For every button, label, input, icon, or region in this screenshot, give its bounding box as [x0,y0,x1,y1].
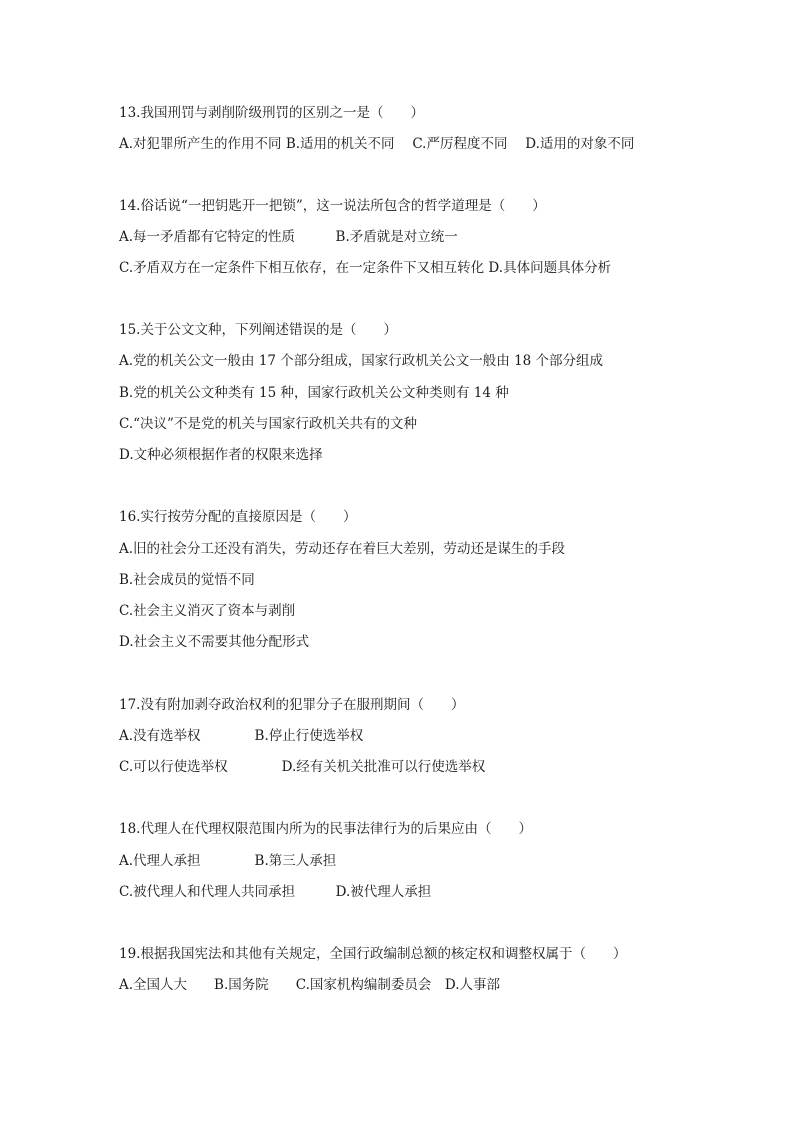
question-17-options-line-2: C.可以行使选举权 D.经有关机关批准可以行使选举权 [119,759,486,775]
question-15-option-d: D.文种必须根据作者的权限来选择 [119,447,323,463]
question-18-stem: 18.代理人在代理权限范围内所为的民事法律行为的后果应由（ ） [119,821,532,837]
question-17-stem: 17.没有附加剥夺政治权利的犯罪分子在服刑期间（ ） [119,697,465,713]
question-13-stem: 13.我国刑罚与剥削阶级刑罚的区别之一是（ ） [119,105,424,121]
question-15-option-a: A.党的机关公文一般由 17 个部分组成，国家行政机关公文一般由 18 个部分组成 [119,353,604,369]
question-19-stem: 19.根据我国宪法和其他有关规定，全国行政编制总额的核定权和调整权属于（ ） [119,946,627,962]
question-18-options-line-1: A.代理人承担 B.第三人承担 [119,853,337,869]
question-15-option-c: C.“决议”不是党的机关与国家行政机关共有的文种 [119,416,417,432]
question-15-option-b: B.党的机关公文种类有 15 种，国家行政机关公文种类则有 14 种 [119,385,509,401]
question-16-option-d: D.社会主义不需要其他分配形式 [119,634,310,650]
question-16-option-c: C.社会主义消灭了资本与剥削 [119,603,296,619]
question-15-stem: 15.关于公文文种，下列阐述错误的是（ ） [119,322,397,338]
question-16-stem: 16.实行按劳分配的直接原因是（ ） [119,509,357,525]
question-17-options-line-1: A.没有选举权 B.停止行使选举权 [119,728,364,744]
question-13-options: A.对犯罪所产生的作用不同 B.适用的机关不同 C.严厉程度不同 D.适用的对象不同 [119,136,635,152]
question-14-options-line-1: A.每一矛盾都有它特定的性质 B.矛盾就是对立统一 [119,229,458,245]
question-14-stem: 14.俗话说“一把钥匙开一把锁”，这一说法所包含的哲学道理是（ ） [119,198,546,214]
question-19-options: A.全国人大 B.国务院 C.国家机构编制委员会 D.人事部 [119,977,501,993]
question-18-options-line-2: C.被代理人和代理人共同承担 D.被代理人承担 [119,884,432,900]
question-16-option-b: B.社会成员的觉悟不同 [119,572,255,588]
question-14-options-line-2: C.矛盾双方在一定条件下相互依存，在一定条件下又相互转化 D.具体问题具体分析 [119,260,612,276]
question-16-option-a: A.旧的社会分工还没有消失，劳动还存在着巨大差别，劳动还是谋生的手段 [119,541,566,557]
